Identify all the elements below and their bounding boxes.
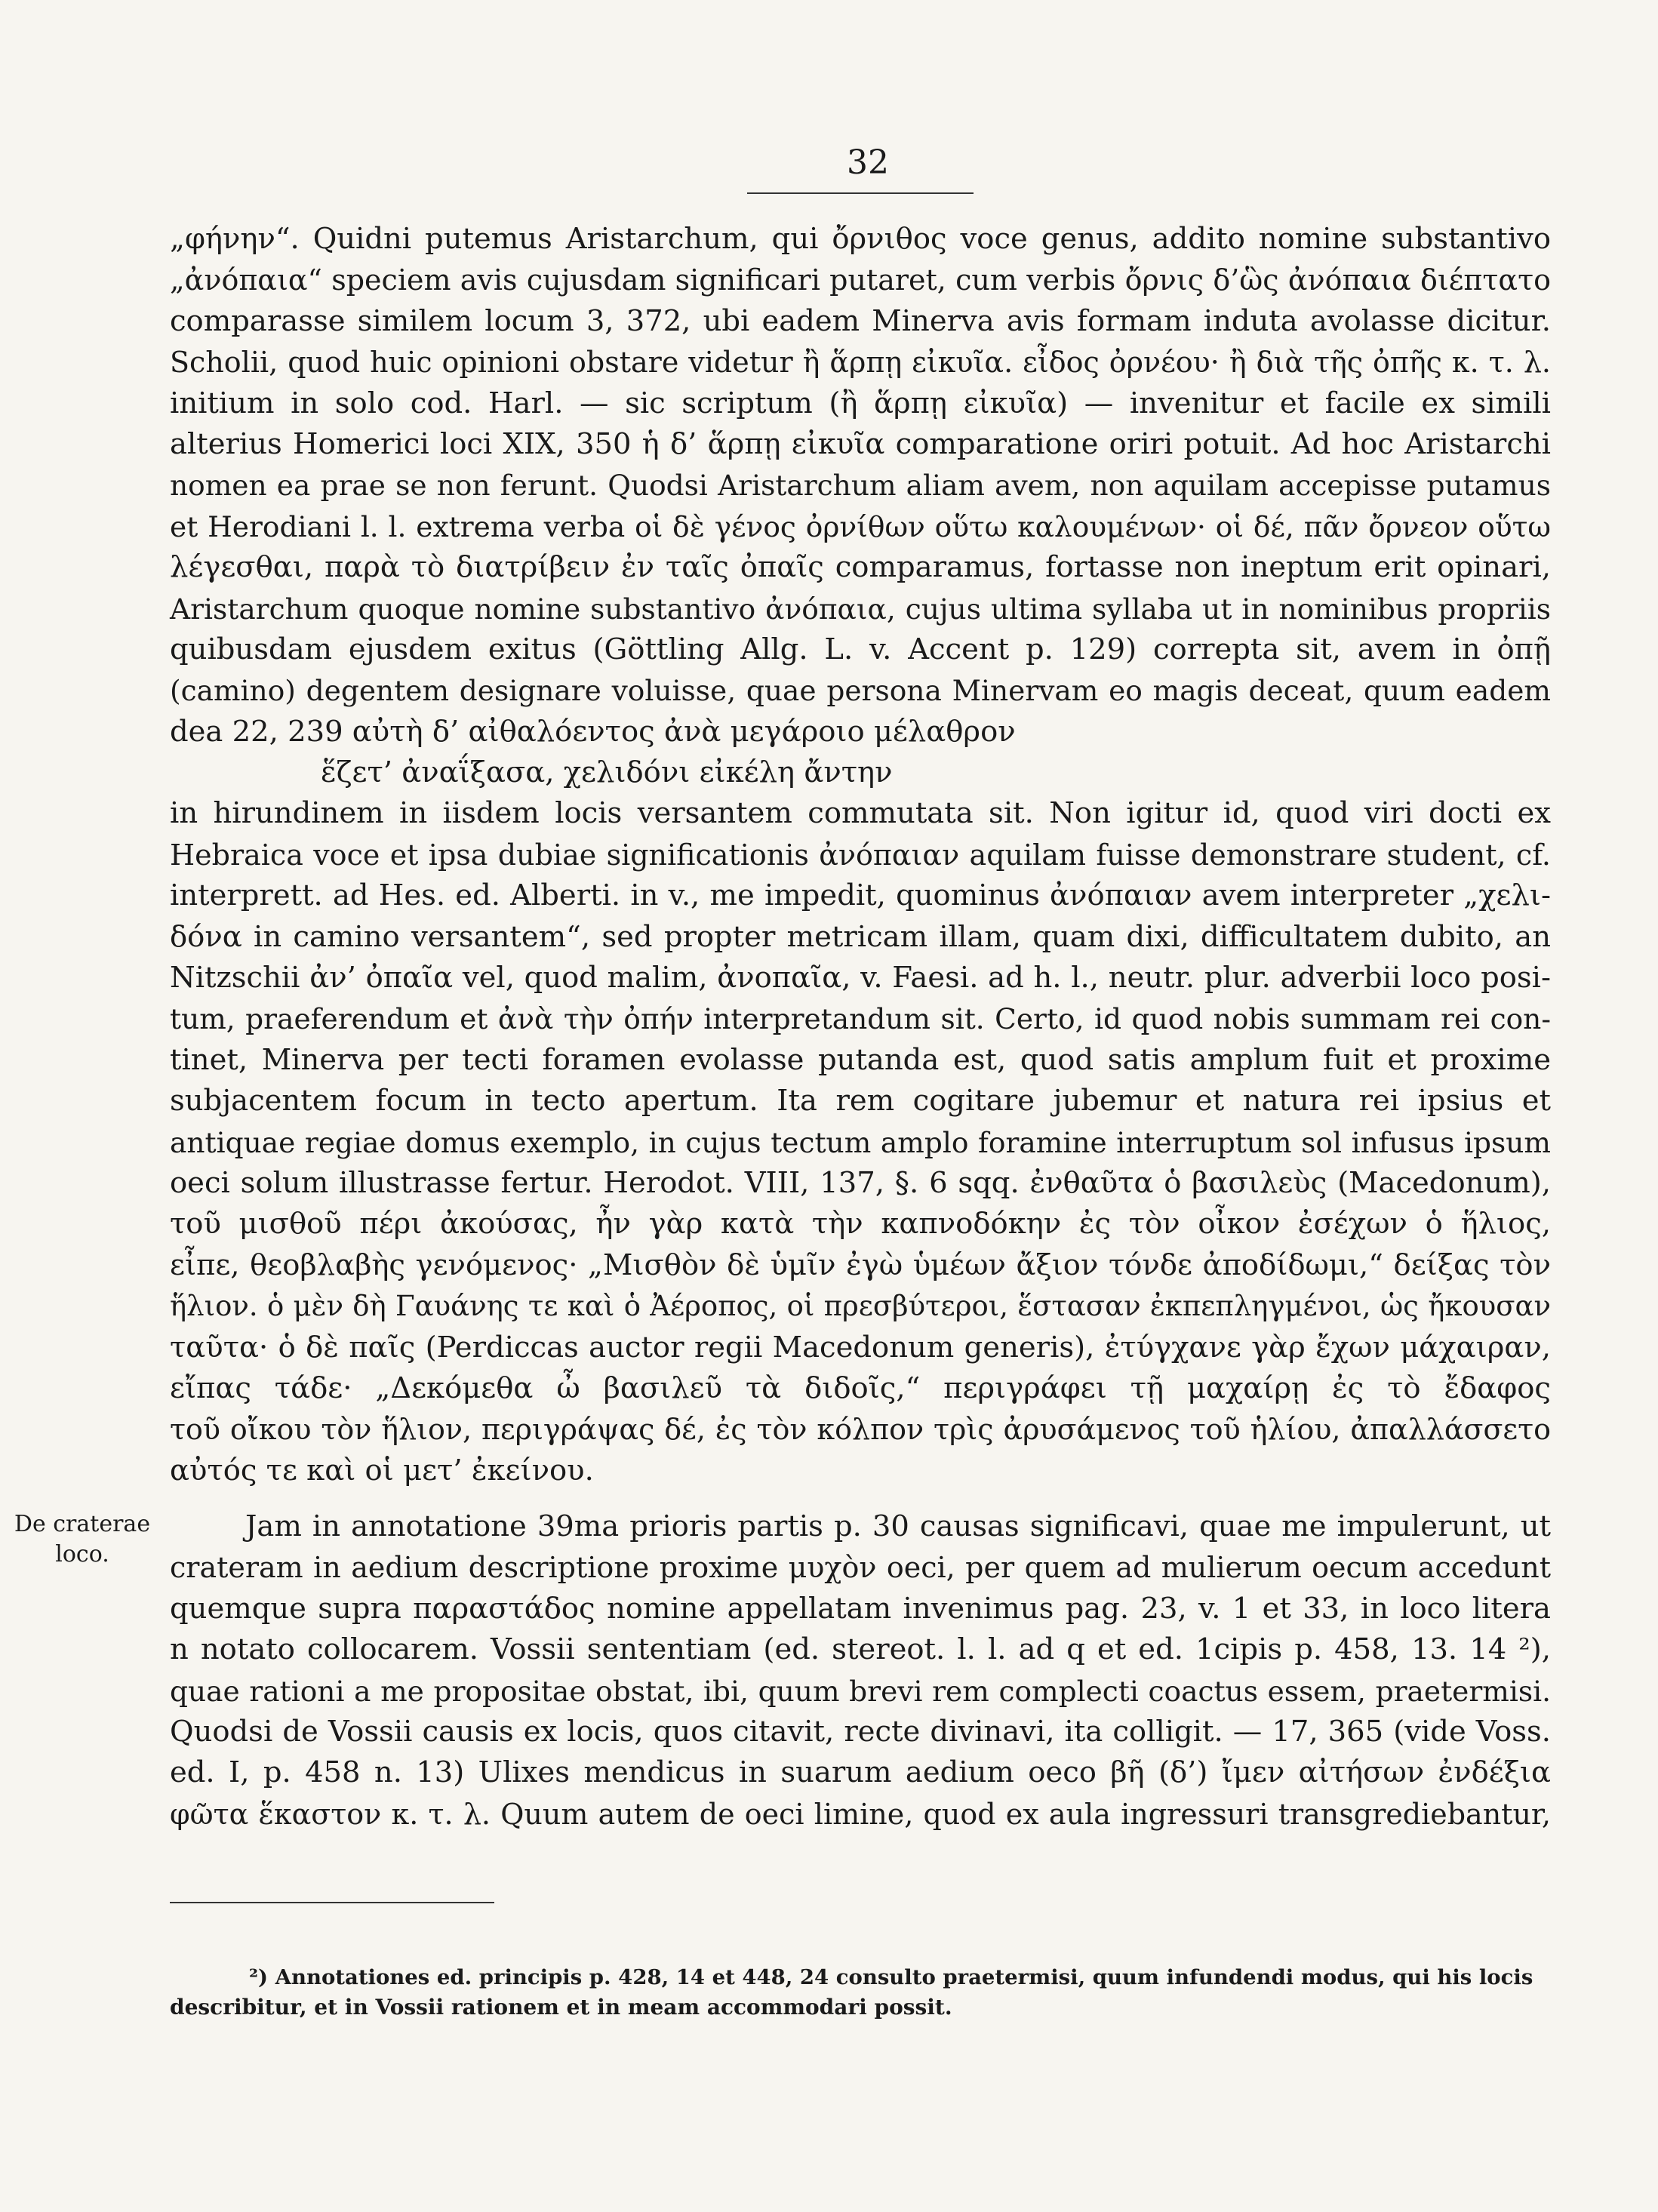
text-line: „ἀνόπαια“ speciem avis cujusdam significari putaret, cum verbis ὄρνις δ’ὣς ἀνόπαια διέπτατο xyxy=(170,263,1551,297)
margin-note xyxy=(11,1509,154,1570)
text-line: Scholii, quod huic opinioni obstare videtur ἢ ἅρπῃ εἰκυῖα. εἶδος ὀρνέου· ἢ διὰ τῆς ὀπῆς κ. τ. λ. xyxy=(170,346,1551,380)
text-line: αὐτός τε καὶ οἱ μετ’ ἐκείνου. xyxy=(170,1453,594,1487)
text-line: oeci solum illustrasse fertur. Herodot. VIII, 137, §. 6 sqq. ἐνθαῦτα ὁ βασιλεὺς (Macedonum), xyxy=(170,1165,1551,1200)
text-line: Nitzschii ἀν’ ὀπαῖα vel, quod malim, ἀνοπαῖα, v. Faesi. ad h. l., neutr. plur. adverbii loco posi- xyxy=(170,961,1551,995)
footnote-rule xyxy=(170,1902,494,1903)
text-line: alterius Homerici loci XIX, 350 ἡ δ’ ἅρπῃ εἰκυῖα comparatione oriri potuit. Ad hoc Aristarchi xyxy=(170,426,1551,461)
verse-line: ἕζετ’ ἀναΐξασα, χελιδόνι εἰκέλη ἄντην xyxy=(321,755,893,790)
text-line: crateram in aedium descriptione proxime μυχὸν oeci, per quem ad mulierum oecum accedunt xyxy=(170,1551,1551,1585)
text-line: ταῦτα· ὁ δὲ παῖς (Perdiccas auctor regii Macedonum generis), ἐτύγχανε γὰρ ἔχων μάχαιραν, xyxy=(170,1330,1551,1364)
text-line: quibusdam ejusdem exitus (Göttling Allg. L. v. Accent p. 129) correpta sit, avem in ὀπῇ xyxy=(170,632,1551,666)
text-line: antiquae regiae domus exemplo, in cujus tectum amplo foramine interruptum sol infusus ipsum xyxy=(170,1125,1551,1159)
paragraph-2 xyxy=(170,1506,1551,1835)
text-line: tum, praeferendum et ἀνὰ τὴν ὀπήν interpretandum sit. Certo, id quod nobis summam rei con- xyxy=(170,1002,1551,1036)
text-line: n notato collocarem. Vossii sententiam (ed. stereot. l. l. ad q et ed. 1cipis p. 458, 13. 14 ²), xyxy=(170,1632,1551,1667)
footnote xyxy=(170,1962,1551,2023)
text-line: in hirundinem in iisdem locis versantem commutata sit. Non igitur id, quod viri docti ex xyxy=(170,796,1551,831)
text-line: Hebraica voce et ipsa dubiae significationis ἀνόπαιαν aquilam fuisse demonstrare student, cf. xyxy=(170,838,1551,872)
text-line: ἥλιον. ὁ μὲν δὴ Γαυάνης τε καὶ ὁ Ἀέροπος, οἱ πρεσβύτεροι, ἕστασαν ἐκπεπληγμένοι, ὡς ἤκουσαν xyxy=(170,1290,1551,1323)
text-line: Aristarchum quoque nomine substantivo ἀνόπαια, cujus ultima syllaba ut in nominibus propriis xyxy=(170,592,1551,626)
text-line: τοῦ οἴκου τὸν ἥλιον, περιγράψας δέ, ἐς τὸν κόλπον τρὶς ἀρυσάμενος τοῦ ἡλίου, ἀπαλλάσσετο xyxy=(170,1413,1551,1447)
text-line: δόνα in camino versantem“, sed propter metricam illam, quam dixi, difficultatem dubito, an xyxy=(170,919,1551,954)
text-line: comparasse similem locum 3, 372, ubi eadem Minerva avis formam induta avolasse dicitur. xyxy=(170,303,1551,338)
text-line: „φήνην“. Quidni putemus Aristarchum, qui ὄρνιθος voce genus, addito nomine substantivo xyxy=(170,222,1551,256)
text-line: Jam in annotatione 39ma prioris partis p. 30 causas significavi, quae me impulerunt, ut xyxy=(245,1509,1551,1543)
paragraph-1 xyxy=(170,219,1551,1491)
text-line: quae rationi a me propositae obstat, ibi, quum brevi rem complecti coactus essem, praetermisi. xyxy=(170,1674,1551,1708)
text-line: τοῦ μισθοῦ πέρι ἀκούσας, ἦν γὰρ κατὰ τὴν καπνοδόκην ἐς τὸν οἶκον ἐσέχων ὁ ἥλιος, xyxy=(170,1207,1551,1241)
text-line: dea 22, 239 αὐτὴ δ’ αἰθαλόεντος ἀνὰ μεγάροιο μέλαθρον xyxy=(170,714,1016,749)
text-line: quemque supra παραστάδος nomine appellatam invenimus pag. 23, v. 1 et 33, in loco litera xyxy=(170,1591,1551,1626)
text-line: tinet, Minerva per tecti foramen evolasse putanda est, quod satis amplum fuit et proxime xyxy=(170,1042,1551,1077)
text-line: (camino) degentem designare voluisse, quae persona Minervam eo magis deceat, quum eadem xyxy=(170,674,1551,708)
footnote-line: describitur, et in Vossii rationem et in meam accommodari possit. xyxy=(170,1995,952,2020)
margin-note-line: loco. xyxy=(55,1541,109,1567)
text-line: subjacentem focum in tecto apertum. Ita rem cogitare jubemur et natura rei ipsius et xyxy=(170,1084,1551,1118)
text-line: Quodsi de Vossii causis ex locis, quos citavit, recte divinavi, ita colligit. — 17, 365 (vide Voss. xyxy=(170,1714,1551,1749)
text-line: εἴπας τάδε· „Δεκόμεθα ὦ βασιλεῦ τὰ διδοῖς,“ περιγράφει τῇ μαχαίρῃ ἐς τὸ ἔδαφος xyxy=(170,1371,1551,1405)
text-line: ed. I, p. 458 n. 13) Ulixes mendicus in suarum aedium oeco βῆ (δ’) ἴμεν αἰτήσων ἐνδέξια xyxy=(170,1755,1551,1790)
text-line: interprett. ad Hes. ed. Alberti. in v., me impedit, quominus ἀνόπαιαν avem interpreter „χελι- xyxy=(170,878,1551,913)
text-line: λέγεσθαι, παρὰ τὸ διατρίβειν ἐν ταῖς ὀπαῖς comparamus, fortasse non ineptum erit opinari, xyxy=(170,550,1551,585)
page-number: 32 xyxy=(847,143,889,182)
text-line: nomen ea prae se non ferunt. Quodsi Aristarchum aliam avem, non aquilam accepisse putamus xyxy=(170,469,1551,503)
text-line: initium in solo cod. Harl. — sic scriptum (ἢ ἅρπῃ εἰκυῖα) — invenitur et facile ex simili xyxy=(170,386,1551,420)
text-line: et Herodiani l. l. extrema verba οἱ δὲ γένος ὀρνίθων οὕτω καλουμένων· οἱ δέ, πᾶν ὄρνεον οὕτω xyxy=(170,509,1551,543)
footnote-line: ²) Annotationes ed. principis p. 428, 14 et 448, 24 consulto praetermisi, quum infundendi modus, qui his locis xyxy=(249,1965,1533,1989)
margin-note-line: De craterae xyxy=(14,1511,151,1537)
text-line: φῶτα ἕκαστον κ. τ. λ. Quum autem de oeci limine, quod ex aula ingressuri transgrediebantur, xyxy=(170,1797,1551,1831)
header-rule xyxy=(747,192,974,194)
text-line: εἶπε, θεοβλαβὴς γενόμενος· „Μισθὸν δὲ ὑμῖν ἐγὼ ὑμέων ἄξιον τόνδε ἀποδίδωμι,“ δείξας τὸν xyxy=(170,1248,1551,1282)
